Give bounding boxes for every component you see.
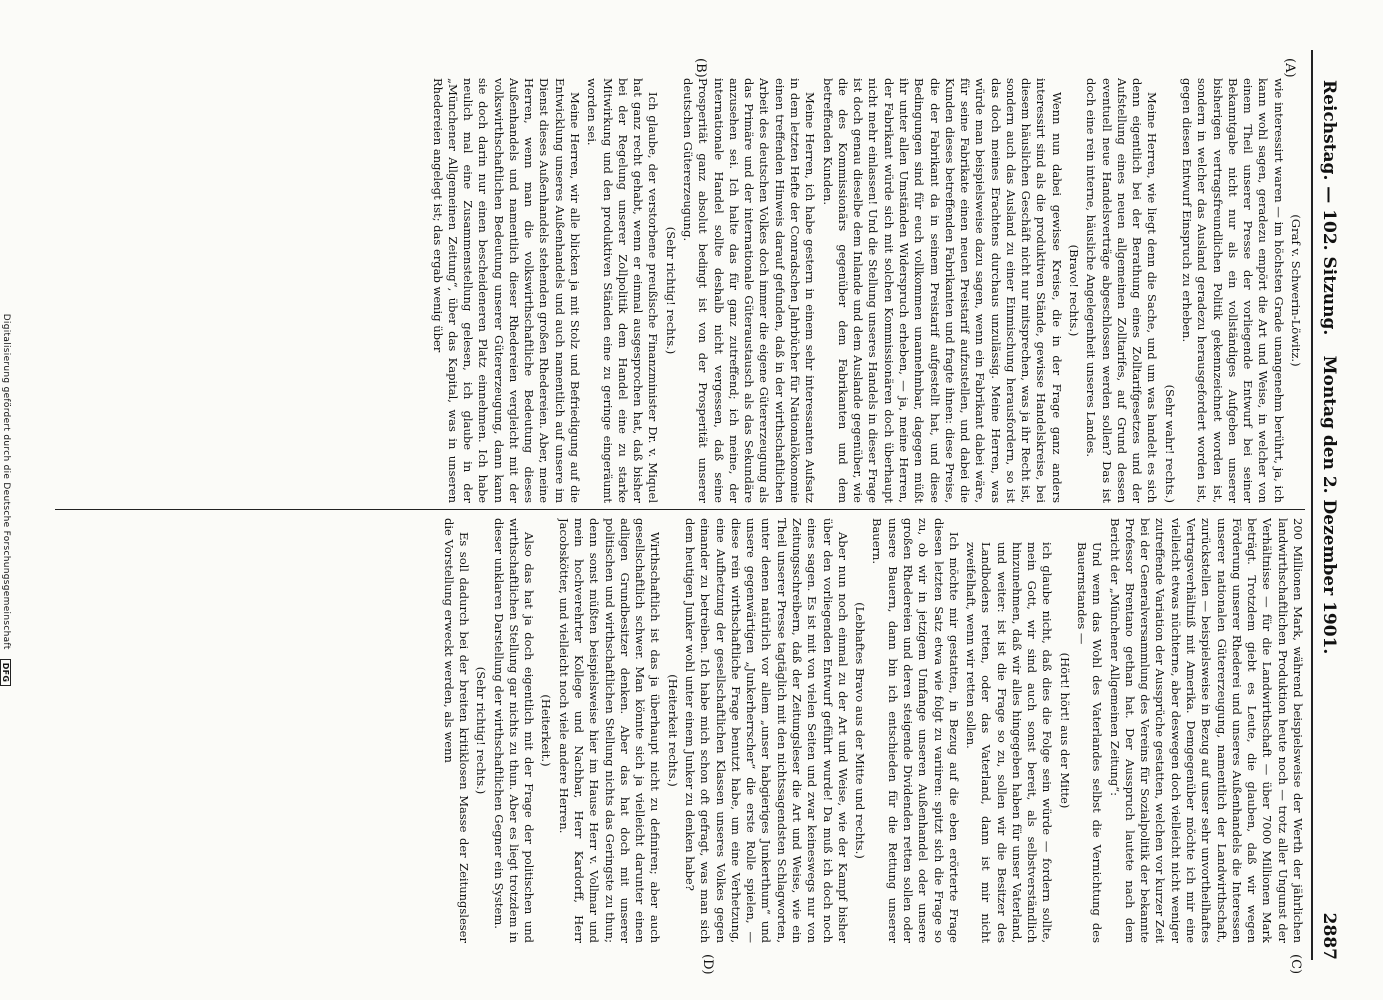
paragraph: Aber nun noch einmal zu der Art und Weise, wie der Kampf bisher über den vorliegenden Entwurf geführt wurde! Da muß ich doch noch eines sagen. Es ist mit von vielen Seiten und zwar keineswegs nur von Zeitungsschreibern, daß der Zeitungsleser die Art und Weise, wie ein Theil unserer Presse tagtäglich mit den nichtssagendsten Schlagworten, unter denen natürlich vor allem „unser habgieriges Junkerthum“ und unsere gegenwärtigen „Junkerherrscher“ die erste Rolle spielen, — diese rein wirthschaftliche Frage benutzt habe, um eine Verhetzung, eine Aufhetzung der gesellschaftlichen Klassen unseres Volkes gegen einander zu betreiben. Ich habe mich schon oft gefragt, was man sich dem heutigen Junker wohl unter einem Junker zu denken habe? [683, 518, 850, 943]
paragraph: Meine Herren, wir alle blicken ja mit Stolz und Befriedigung auf die Entwicklung unseres Außenhandels und auch namentlich auf unsere im Dienst dieses Außenhandels stehenden großen Rhedereien. Aber, meine Herren, wenn man die volkswirthschaftliche Bedeutung dieses Außenhandels und namentlich dieser Rhedereien vergleicht mit der volkswirthschaftlichen Bedeutung unserer Gütererzeugung, dann kann sie doch darin nur einen bescheideneren Platz einnehmen. Ich habe neulich mal eine Zusammenstellung gelesen, ich glaube in der „Münchener Allgemeinen Zeitung“, über das Kapital, was in unseren Rhedereien angelegt ist; das ergab wenig über [430, 78, 583, 503]
margin-letter-d: (D) [700, 954, 715, 975]
header-title: Reichstag. — 102. Sitzung. [1319, 80, 1339, 336]
quotation: Und wenn das Wohl des Vaterlandes selbst die Vernichtung des Bauernstandes — [1075, 542, 1105, 943]
margin-letter-b: (B) [693, 58, 708, 78]
text-column-right [55, 518, 1305, 943]
paragraph: Meine Herren, ich habe gestern in einem sehr interessanten Aufsatz in dem letzten Hefte der Conradschen Jahrbücher für Nationalökonomie einen treffenden Hinweis darauf gefunden, daß in der wirthschaftlichen Arbeit des deutschen Volkes doch immer die eigene Gütererzeugung als das Primäre und der internationale Güteraustausch als das Sekundäre anzusehen sei. Ich halte das für ganz zutreffend; ich meine, der internationale Handel sollte deshalb nicht vergessen, daß seine Prosperität ganz absolut bedingt ist von der Prosperität unserer deutschen Gütererzeugung. [681, 78, 818, 503]
paragraph: Ich glaube, der verstorbene preußische Finanzminister Dr. v. Miquel hat ganz recht gehabt, wenn er einmal ausgesprochen hat, daß bisher bei der Regelung unserer Zollpolitik dem Handel eine zu starke Mitwirkung und den produktiven Ständen eine zu geringe eingeräumt worden sei. [585, 78, 661, 503]
paragraph: 200 Millionen Mark, während beispielsweise der Werth der jährlichen landwirthschaftlichen Produktion heute noch — trotz aller Ungunst der Verhältnisse — für die Landwirthschaft — über 7000 Millionen Mark beträgt. Trotzdem giebt es Leute, die glauben, daß wir wegen Förderung unserer Rhederei und unseres Außenhandels die Interessen unserer nationalen Gütererzeugung, namentlich der Landwirthschaft, zurückstellen — beispielsweise in Bezug auf unser sehr unvortheilhaftes Vertragsverhältniß mit Amerika. Demgegenüber möchte ich mir eine vielleicht etwas nüchterne, aber deswegen doch vielleicht nicht weniger zutreffende Variation der Aussprüche gestatten, welchen vor kurzer Zeit bei der Generalversammlung des Vereins für Sozialpolitik der bekannte Professor Brentano gethan hat. Der Ausspruch lautete nach dem Bericht der „Münchener Allgemeinen Zeitung“: [1107, 518, 1305, 943]
digitization-credit [0, 0, 11, 1000]
interjection: (Sehr wahr! rechts.) [1162, 384, 1177, 503]
interjection: (Lebhaftes Bravo aus der Mitte und rechts.) [853, 602, 868, 859]
speaker-name: (Graf v. Schwerin-Löwitz.) [1289, 214, 1303, 367]
column-divider [55, 509, 1305, 510]
quotation: ich glaube nicht, daß dies die Folge sein würde — fordern sollte, mein Gott, wir sind auch sonst bereit, als selbstverständlich hinzunehmen, daß wir alles hingegeben haben für unser Vaterland, und weiter: ist ist die Frage so zu, sollen wir die Besitzer des Landbodens retten, oder das Vaterland, dann ist mir nicht zweifelhaft, wenn wir retten sollen. [964, 542, 1055, 943]
paragraph: Wenn nun dabei gewisse Kreise, die in der Frage ganz anders interessirt sind als die produktiven Stände, gewisse Handelskreise, bei diesem häuslichen Geschäft nicht nur mitsprechen, was ja ihr Recht ist, sondern auch das Ausland zu einer Einmischung herausfordern, so ist das doch meines Erachtens durchaus unzulässig. Meine Herren, was würde man beispielsweise dazu sagen, wenn ein Fabrikant dabei wäre, für seine Fabrikate einen neuen Preistarif aufzustellen, und dabei die Kunden dieses betreffenden Fabrikanten und fragte ihnen: diese Preise, die der Fabrikant da in seinem Preistarif aufgestellt hat, und diese Bedingungen sind für euch vollkommen unannehmbar, dagegen müßt ihr unter allen Umständen Widerspruch erheben, — ja, meine Herren, der Fabrikant würde sich mit solchen Kommissionären doch überhaupt nicht mehr einlassen! Und die Stellung unseres Handels in dieser Frage ist doch genau dieselbe dem Inlande und dem Auslande gegenüber, wie die des Kommissionärs gegenüber dem Fabrikanten und dem betreffenden Kunden. [820, 78, 1064, 503]
page-number: 2887 [1319, 912, 1339, 960]
credit-text: Digitalisierung gefördert durch die Deutsche Forschungsgemeinschaft [1, 313, 11, 650]
interjection: (Bravo! rechts.) [1067, 244, 1082, 337]
margin-letter-a: (A) [1282, 58, 1297, 78]
interjection: (Sehr richtig! rechts.) [663, 226, 678, 355]
margin-letter-c: (C) [1288, 954, 1303, 975]
dfg-logo: DFG [0, 659, 11, 687]
header-date: Montag den 2. Dezember 1901. [1319, 355, 1339, 655]
paragraph: Wirthschaftlich ist das ja überhaupt nicht zu definiren; aber auch gesellschaftlich schwer. Man könnte sich ja vielleicht darunter einen adligen Grundbesitzer denken. Aber das hat doch mit unserer politischen und wirthschaftlichen Stellung nichts das Geringste zu thun; denn sonst müßten beispielsweise hier im Hause Herr v. Vollmar und mein hochverehrter Kollege und Nachbar, Herr Kardorff, Herr Jacobskötter, und vielleicht noch viele andere Herren. [556, 518, 663, 943]
interjection: (Sehr richtig! rechts.) [474, 666, 489, 795]
paragraph: Meine Herren, wie liegt denn die Sache, und um was handelt es sich denn eigentlich bei der Berathung eines Zolltarifgesetzes und der Aufstellung eines neuen allgemeinen Zolltarifes, auf Grund dessen eventuell neue Handelsverträge abgeschlossen werden sollen? Das ist doch eine rein interne, häusliche Angelegenheit unseres Landes. [1084, 78, 1160, 503]
text-column-left [55, 78, 1305, 503]
running-head [1311, 50, 1343, 960]
paragraph: wie interessirt waren — im höchsten Grade unangenehm berührt, ja, ich kann wohl sagen, geradezu empört die Art und Weise, in welcher von einem Theil unserer Presse der vorliegende Entwurf bei seiner Bekanntgabe nicht nur als ein vollständiges Aufgeben unserer bisherigen vertragsfreundlichen Politik gekennzeichnet worden ist, sondern in welcher das Ausland geradezu herausgefordert worden ist, gegen diesen Entwurf Einspruch zu erheben. [1180, 78, 1286, 503]
interjection: (Heiterkeit rechts.) [665, 674, 680, 787]
interjection: (Hört! hört! aus der Mitte) [1057, 652, 1072, 809]
paragraph: Es soll dadurch bei der breiten kritiklosen Masse der Zeitungsleser die Vorstellung erweckt werden, als wenn [441, 518, 472, 943]
paragraph: Ich möchte mir gestatten, in Bezug auf die eben erörterte Frage diesen letzten Satz etwa wie folgt zu variiren: spitzt sich die Frage so zu, ob wir in jetzigem Umfange unseren Außenhandel oder unsere großen Rhedereien und deren steigende Dividenden retten sollen oder unsere Bauern, dann bin ich entschieden für die Rettung unserer Bauern. [870, 518, 961, 943]
interjection: (Heiterkeit.) [539, 694, 554, 767]
paragraph: Also das hat ja doch eigentlich mit der Frage der politischen und wirthschaftlichen Stellung gar nichts zu thun. Aber es liegt trotzdem in dieser unklaren Darstellung der wirthschaftlichen Gegner ein System. [491, 518, 537, 943]
